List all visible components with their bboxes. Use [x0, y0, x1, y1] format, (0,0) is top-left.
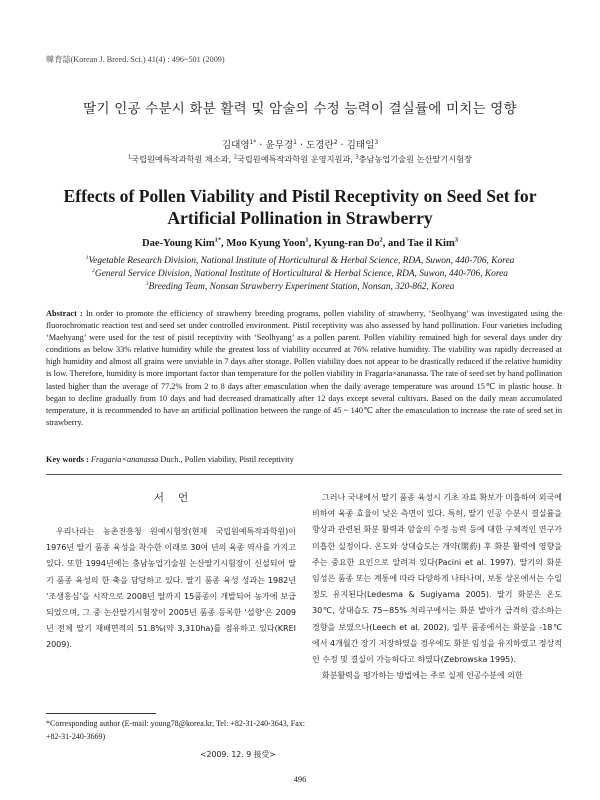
korean-author: 도경란 — [306, 140, 334, 151]
journal-citation: 韓育誌(Korean J. Breed. Sci.) 41(4) : 496~501 (2009) — [46, 55, 225, 64]
english-author: Moo Kyung Yoon — [226, 238, 306, 249]
korean-title: 딸기 인공 수분시 화분 활력 및 암술의 수정 능력이 결실률에 미치는 영향 — [83, 101, 517, 117]
english-affiliation: $^3$Breeding Team, Nonsan Strawberry Experiment Station, Nonsan, 320-862, Korea — [145, 280, 455, 292]
korean-affiliations: $^1$국립원예특작과학원 채소과, $^2$국립원예특작과학원 운영지원과, $^3$충남농업기술원 논산딸기시험장 — [128, 154, 472, 164]
page-number: 496 — [293, 775, 307, 784]
korean-affiliation: 국립원예특작과학원 운영지원과, — [236, 154, 356, 164]
corresponding-author-footnote: *Corresponding author (E-mail: young78@korea.kr, Tel: +82-31-240-3643, Fax: +82-31-240-3669) — [46, 719, 306, 741]
korean-author: 김태일 — [346, 140, 375, 151]
footnote-rule — [46, 713, 156, 714]
section-heading-introduction: 서언 — [153, 492, 203, 504]
abstract-label: Abstract : — [46, 309, 83, 318]
english-title: Effects of Pollen Viability and Pistil Receptivity on Seed Set for Artificial Pollination in Strawberry — [63, 186, 537, 228]
left-column — [46, 490, 296, 654]
english-affiliations — [40, 255, 560, 293]
received-date: <2009. 12. 9 接受> — [200, 750, 276, 759]
english-affiliation: $^1$Vegetable Research Division, National Institute of Horticultural & Herbal Science, RDA, Suwon, 440-706, Korea — [85, 254, 515, 266]
keyword-species: Fragaria×ananassa — [90, 455, 159, 464]
korean-affiliation: 충남농업기술원 논산딸기시험장 — [358, 154, 472, 164]
intro-paragraph: 화분활력을 평가하는 방법에는 주로 실제 인공수분에 의한 — [322, 671, 523, 681]
intro-paragraph: 그러나 국내에서 딸기 품종 육성시 기초 자료 확보가 미흡하여 외국에 비하여 육종 효율이 낮은 측면이 있다. 특히, 딸기 인공 수분시 결실률을 향상과 관련된 화분 활력과 암술의 수정 능력 등에 대한 구체적인 연구가 미흡한 실정이다. 온도와 상대습도는 개약(開葯) 후 화분 활력에 영향을 주는 중요한 요인으로 알려져 있다(Pacini et al. 1997). 딸기의 화분 임성은 품종 또는 계통에 따라 다양하게 나타나며, 보통 상온에서는 수일 정도 유지된다(Ledesma & Sugiyama 2005). 딸기 화분은 온도 30℃, 상대습도 75~85% 처리구에서는 화분 발아가 급격히 감소하는 경향을 보였으나(Leech et al. 2002), 일부 품종에서는 화분을 -18℃에서 4개월간 장기 저장하였을 경우에도 화분 임성을 유지하였고 정상적인 수정 및 결실이 가능하다고 하였다(Zebrowska 1995). — [312, 493, 562, 665]
korean-authors: 김대영$^{1*}$ · 윤무경$^1$ · 도경란$^2$ · 김태일$^3$ — [221, 139, 379, 151]
abstract-text: In order to promote the efficiency of strawberry breeding programs, pollen viability of strawberry, ‘Seolhyang’ was investigated using the fluorochromatic reaction test and seed set under controlled environment. Pistil receptivity was also assessed by hand pollination. Four varieties including ‘Maehyang’ were used for the test of pistil receptivity with ‘Seolhyang’ as a pollen parent. Pollen viability remained high for several days under dry conditions as below 33% relative humidity while the greatest loss of viability occurred at 76% relative humidity. The viability was rapidly decreased at high humidity and almost all grains were unviable in 7 days after storage. Pollen viability does not appear to be drastically reduced if the relative humidity is low. Therefore, humidity is more important factor than temperature for the pollen viability in Fragaria×ananassa. The rate of seed set by hand pollination lasted higher than the average of 77.2% from 2 to 8 days after emasculation when the daily average temperature was around 15℃ in plastic house. It began to decline gradually from 10 days and had decreased dramatically after 12 days except several cultivars. Based on the daily mean accumulated temperature, it is recommended to have an artificial pollination between the range of 45 ~ 140℃ after the emasculation to increase the rate of seed set in strawberry. — [46, 309, 562, 427]
english-author: Dae-Young Kim — [141, 238, 215, 249]
keywords — [46, 455, 294, 464]
right-column — [312, 490, 562, 684]
abstract — [46, 308, 562, 429]
english-affiliation: $^2$General Service Division, National Institute of Horticultural & Herbal Science, RDA, Suwon, 440-706, Korea — [92, 267, 508, 279]
keywords-list: Duch., Pollen viability, Pistil receptivity — [158, 455, 294, 464]
english-author: Tae il Kim — [407, 238, 455, 249]
korean-author: 김대영 — [221, 140, 250, 151]
section-divider — [46, 474, 562, 475]
korean-affiliation: 국립원예특작과학원 채소과, — [131, 154, 234, 164]
english-author: Kyung-ran Do — [313, 238, 380, 249]
korean-author: 윤무경 — [265, 140, 294, 151]
intro-paragraph: 우리나라는 농촌진흥청 원예시험장(현재 국립원예특작과학원)이 1976년 딸기 품종 육성을 착수한 이래로 30여 년의 육종 역사를 가지고 있다. 또한 1994년에는 충남농업기술원 논산딸기시험장이 신설되어 딸기 품종 육성의 한 축을 담당하고 있다. 딸기 품종 육성 성과는 1982년 ‘조생홍심’을 시작으로 2008년 딸까지 15품종이 개발되어 농가에 보급되었으며, 그 중 논산딸기시험장이 2005년 품종 등록한 ‘설향’은 2009년 전체 딸기 재배면적의 51.8%(약 3,310ha)를 점유하고 있다(KREI 2009). — [46, 527, 296, 650]
keywords-label: Key words : — [46, 455, 89, 464]
english-authors: Dae-Young Kim$^{1*}$, Moo Kyung Yoon$^1$, Kyung-ran Do$^2$, and Tae il Kim$^3$ — [141, 236, 459, 249]
